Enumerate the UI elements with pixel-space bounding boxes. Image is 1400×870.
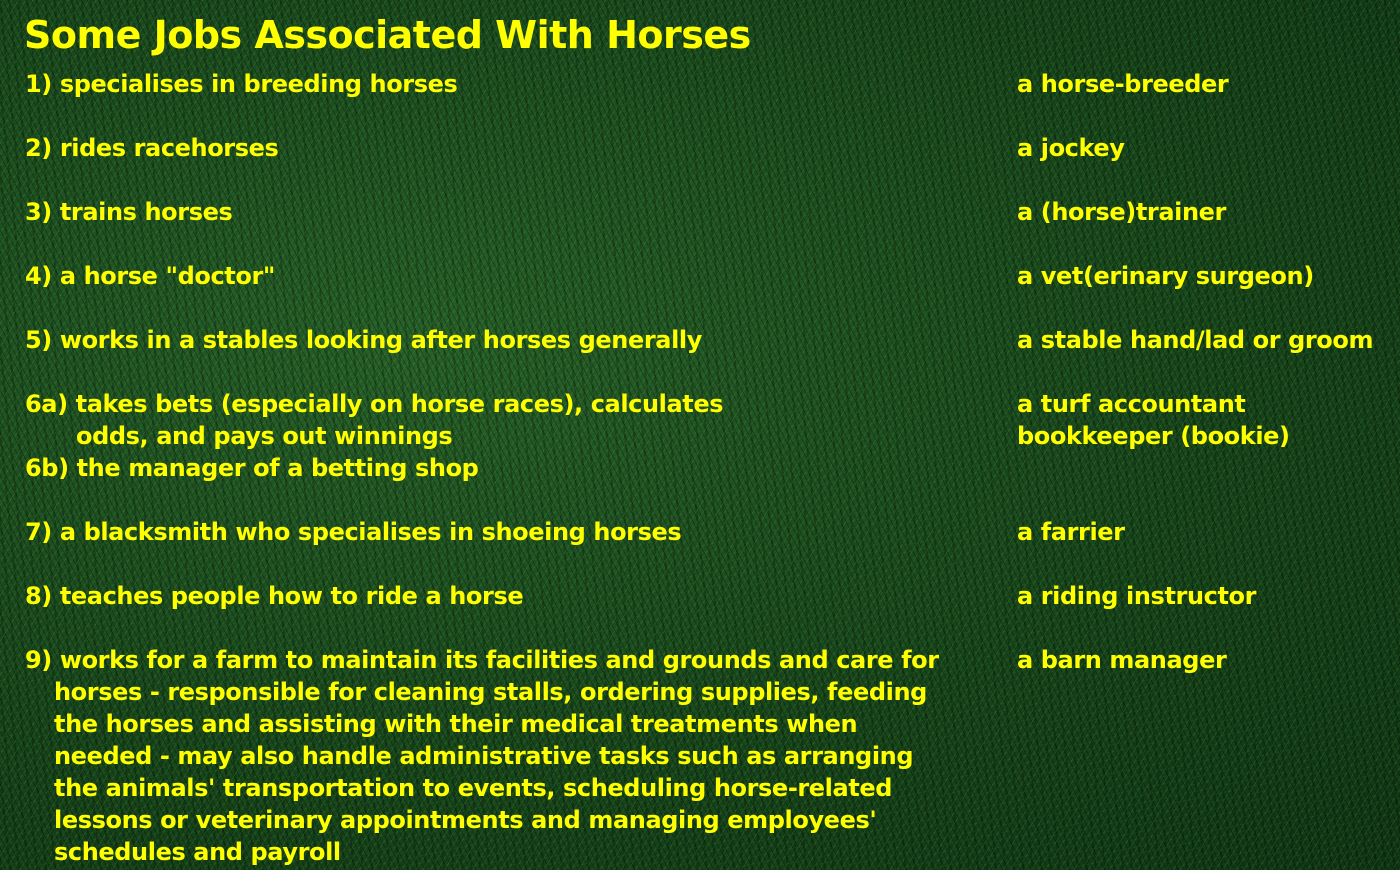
question-9-line-6: lessons or veterinary appointments and managing employees' bbox=[54, 806, 877, 834]
answer-6a: a turf accountant bbox=[1017, 390, 1246, 418]
question-3: 3) trains horses bbox=[25, 198, 233, 226]
question-9-line-7: schedules and payroll bbox=[54, 838, 341, 866]
question-9-line-4: needed - may also handle administrative tasks such as arranging bbox=[54, 742, 914, 770]
question-2: 2) rides racehorses bbox=[25, 134, 279, 162]
answer-7: a farrier bbox=[1017, 518, 1125, 546]
question-9-line-1: 9) works for a farm to maintain its facilities and grounds and care for bbox=[25, 646, 939, 674]
question-9-line-2: horses - responsible for cleaning stalls, ordering supplies, feeding bbox=[54, 678, 927, 706]
question-8: 8) teaches people how to ride a horse bbox=[25, 582, 524, 610]
answer-8: a riding instructor bbox=[1017, 582, 1257, 610]
question-1: 1) specialises in breeding horses bbox=[25, 70, 458, 98]
answer-5: a stable hand/lad or groom bbox=[1017, 326, 1374, 354]
question-6b: 6b) the manager of a betting shop bbox=[25, 454, 479, 482]
question-9-line-3: the horses and assisting with their medical treatments when bbox=[54, 710, 858, 738]
answer-9: a barn manager bbox=[1017, 646, 1227, 674]
question-6a-line-1: 6a) takes bets (especially on horse races), calculates bbox=[25, 390, 724, 418]
question-7: 7) a blacksmith who specialises in shoeing horses bbox=[25, 518, 682, 546]
page-title: Some Jobs Associated With Horses bbox=[24, 13, 751, 57]
question-5: 5) works in a stables looking after horses generally bbox=[25, 326, 702, 354]
answer-4: a vet(erinary surgeon) bbox=[1017, 262, 1314, 290]
answer-6b: bookkeeper (bookie) bbox=[1017, 422, 1290, 450]
answer-3: a (horse)trainer bbox=[1017, 198, 1226, 226]
question-6a-line-2: odds, and pays out winnings bbox=[76, 422, 453, 450]
question-9-line-5: the animals' transportation to events, scheduling horse-related bbox=[54, 774, 893, 802]
question-4: 4) a horse "doctor" bbox=[25, 262, 276, 290]
answer-2: a jockey bbox=[1017, 134, 1125, 162]
answer-1: a horse-breeder bbox=[1017, 70, 1229, 98]
